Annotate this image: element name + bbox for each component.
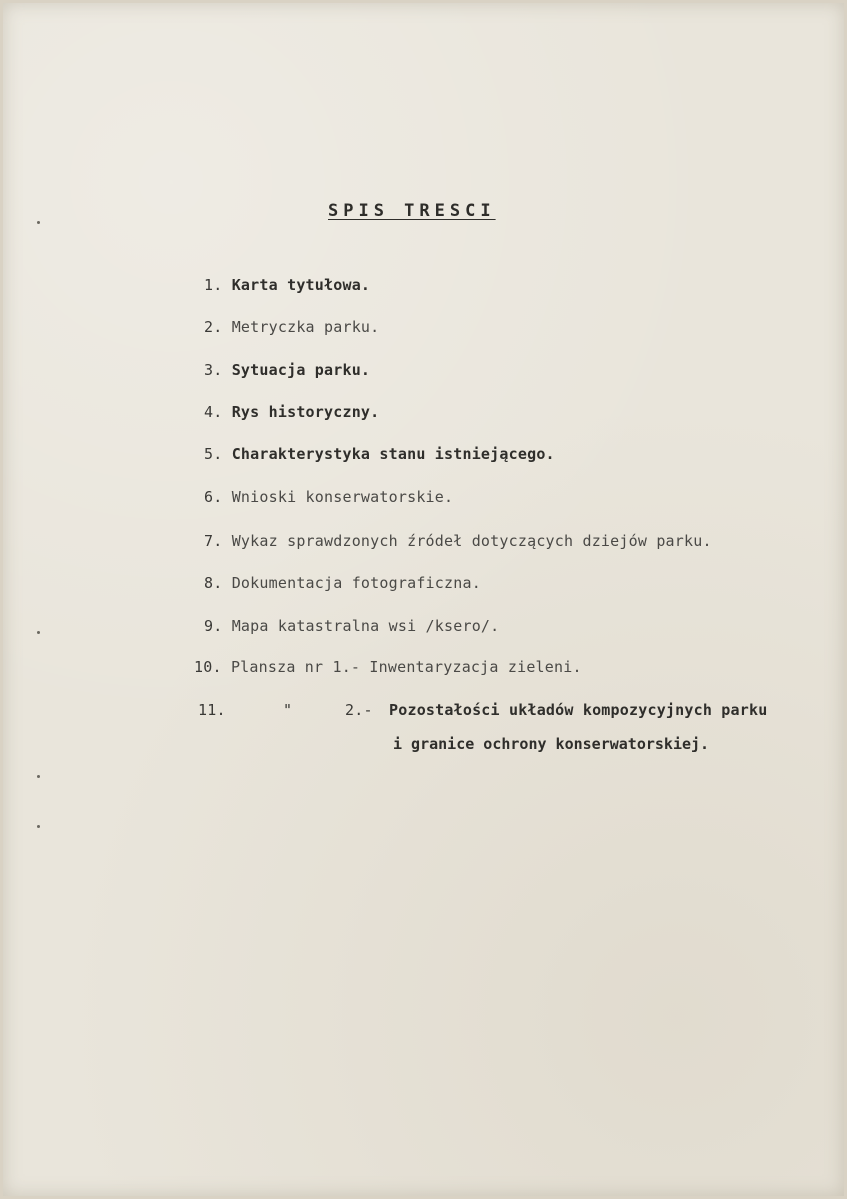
entry-number: 5. [204,445,223,463]
entry-number: 11. [198,701,226,719]
punch-mark [37,221,40,224]
toc-entry-6 [204,488,453,506]
toc-entry-5 [204,445,555,463]
entry-number: 4. [204,403,223,421]
entry-number: 7. [204,532,223,550]
toc-entry-11-continuation: i granice ochrony konserwatorskiej. [393,735,710,753]
entry-text: Pozostałości układów kompozycyjnych parku [389,701,768,719]
punch-mark [37,631,40,634]
toc-entry-4 [204,403,379,421]
entry-number: 2. [204,318,223,336]
entry-number: 6. [204,488,223,506]
punch-mark [37,775,40,778]
toc-entry-7 [204,532,712,550]
entry-text: Wnioski konserwatorskie. [231,488,454,506]
entry-number: 9. [204,617,223,635]
entry-number: 8. [204,574,223,592]
entry-text: Rys historyczny. [231,403,380,421]
entry-text: Wykaz sprawdzonych źródeł dotyczących dziejów parku. [231,532,712,550]
entry-text: Sytuacja parku. [231,361,371,379]
toc-entry-9 [204,617,499,635]
entry-text: Karta tytułowa. [231,276,371,294]
entry-text: Plansza nr 1.- Inwentaryzacja zieleni. [230,658,582,676]
entry-text: Dokumentacja fotograficzna. [231,574,481,592]
entry-text: Mapa katastralna wsi /ksero/. [231,617,500,635]
page-title: SPIS TRESCI [328,201,496,221]
toc-entry-2 [204,318,379,336]
entry-text: Metryczka parku. [231,318,380,336]
entry-number: 10. [194,658,222,676]
document-page [3,3,844,1196]
toc-entry-1 [204,276,370,294]
sub-number: 2.- [345,701,373,719]
ditto-mark: " [283,701,293,719]
toc-entry-11 [198,701,767,719]
punch-mark [37,825,40,828]
toc-entry-3 [204,361,370,379]
entry-text: Charakterystyka stanu istniejącego. [231,445,555,463]
toc-entry-10 [194,658,582,676]
entry-number: 3. [204,361,223,379]
toc-entry-8 [204,574,481,592]
entry-number: 1. [204,276,223,294]
